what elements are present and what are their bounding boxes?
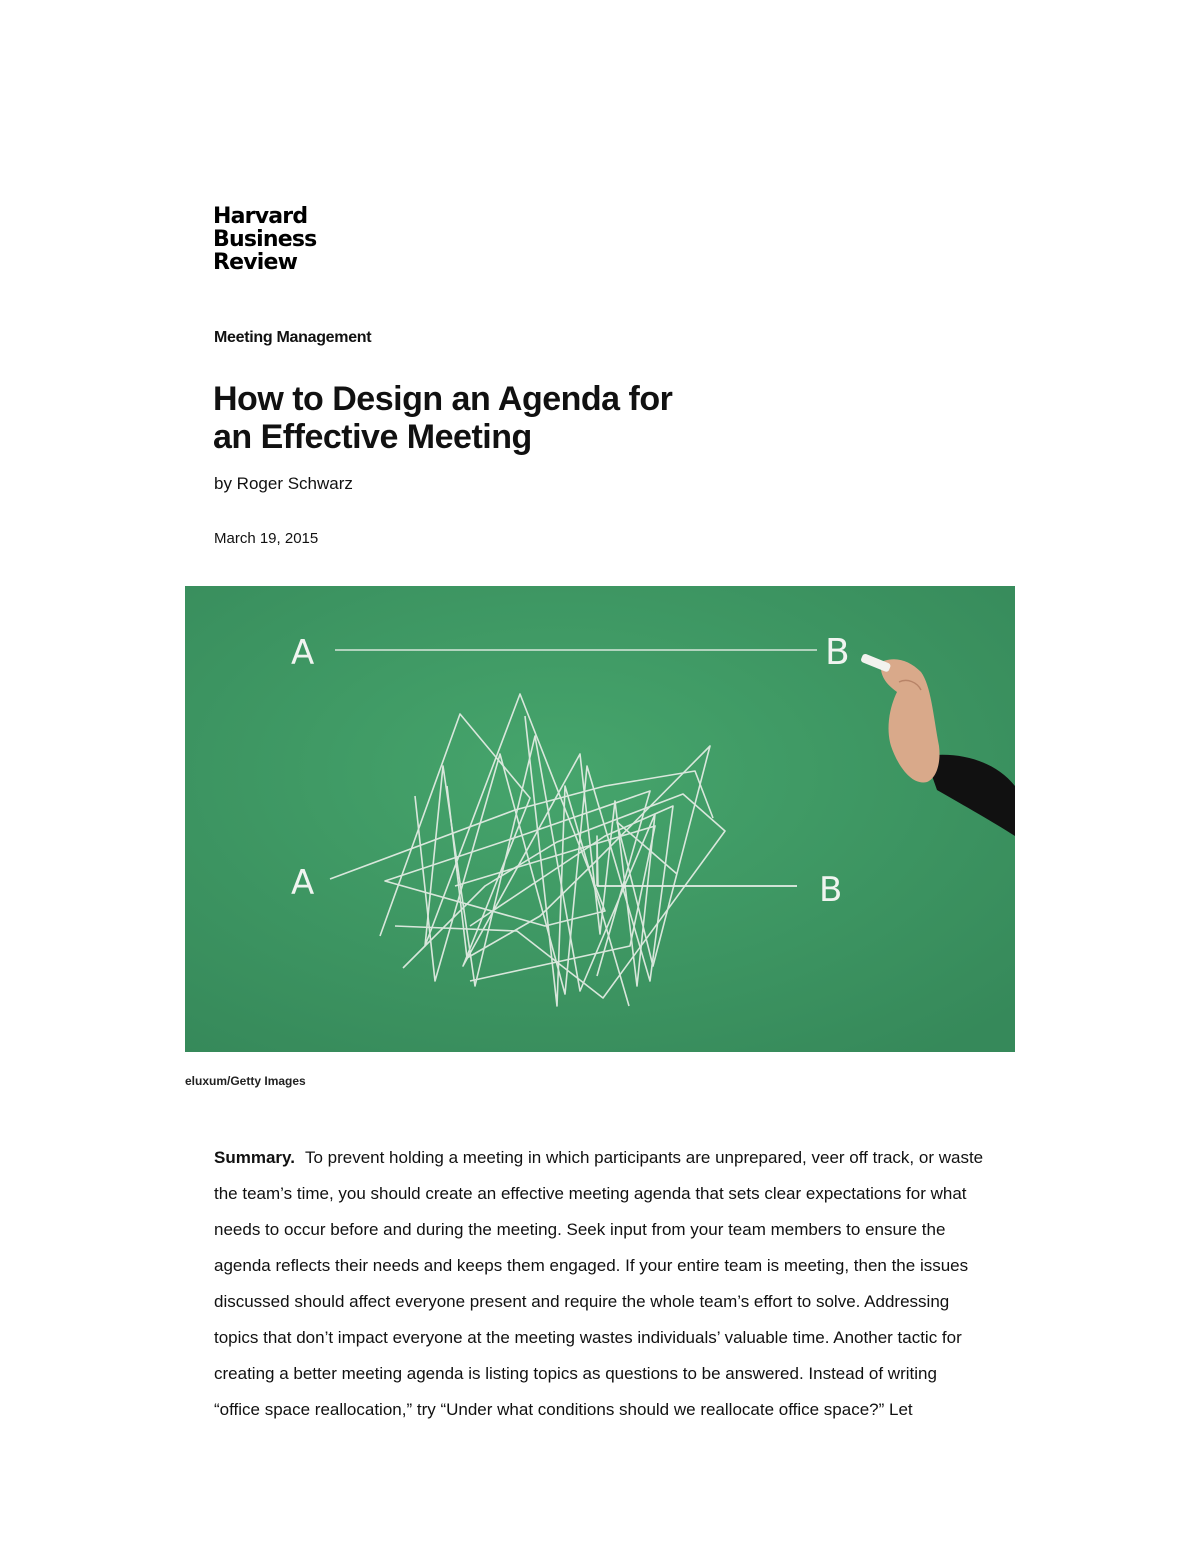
logo-line-review: Review <box>213 250 298 275</box>
image-credit: eluxum/Getty Images <box>185 1074 306 1088</box>
chalkboard-illustration <box>185 586 1015 1052</box>
label-b-top: B <box>825 632 850 673</box>
article-title <box>213 380 833 456</box>
summary-label: Summary. <box>214 1148 295 1167</box>
logo-line-harvard: Harvard <box>213 204 308 229</box>
article-summary <box>214 1140 984 1428</box>
article-date: March 19, 2015 <box>214 530 319 547</box>
hbr-logo[interactable] <box>213 205 316 274</box>
title-line-1: How to Design an Agenda for <box>213 380 673 418</box>
label-a-bottom: A <box>291 863 315 903</box>
label-a-top: A <box>291 633 315 673</box>
title-line-2: an Effective Meeting <box>213 418 532 456</box>
hero-image <box>185 586 1015 1052</box>
article-category[interactable]: Meeting Management <box>214 329 372 346</box>
logo-line-business: Business <box>213 227 317 252</box>
summary-text: To prevent holding a meeting in which participants are unprepared, veer off track, or waste the team’s time, you should create an effective meeting agenda that sets clear expectations for what needs to occur before and during the meeting. Seek input from your team members to ensure the agenda reflects their needs and keeps them engaged. If your entire team is meeting, then the issues discussed should affect everyone present and require the whole team’s effort to solve. Addressing topics that don’t impact everyone at the meeting wastes individuals’ valuable time. Another tactic for creating a better meeting agenda is listing topics as questions to be answered. Instead of writing “office space reallocation,” try “Under what conditions should we reallocate office space?” Let <box>214 1148 984 1419</box>
label-b-bottom: B <box>819 870 843 910</box>
article-byline[interactable]: by Roger Schwarz <box>214 474 353 493</box>
